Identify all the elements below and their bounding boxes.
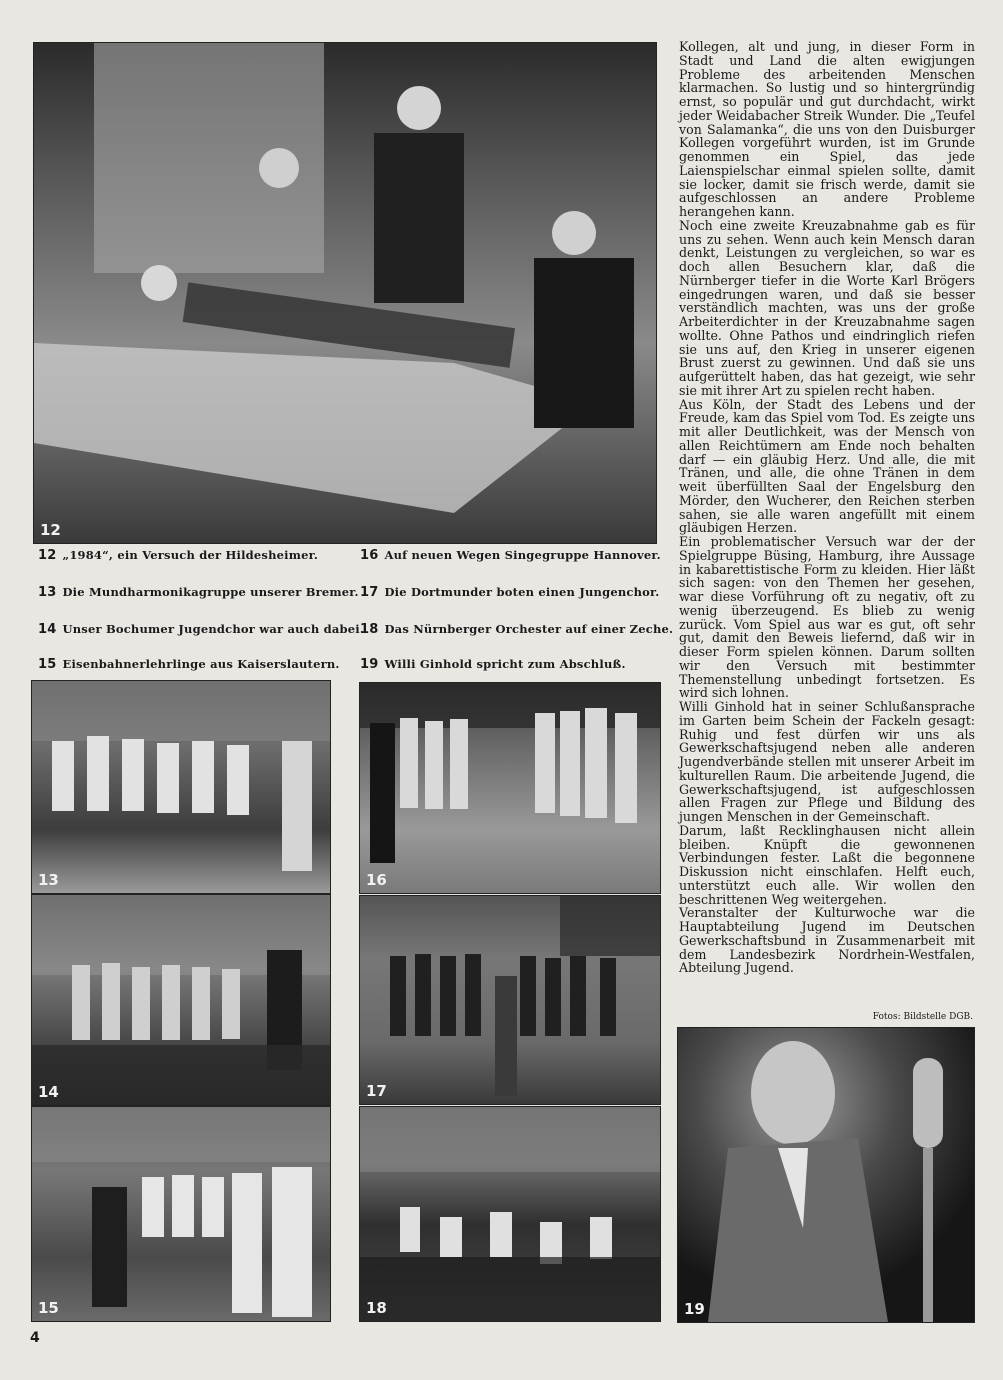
- article-paragraph: Aus Köln, der Stadt des Lebens und der Freude, kam das Spiel vom Tod. Es zeigte uns mit aller Deutlichkeit, was der Mensch von allen Reichtümern am Ende noch behalten darf — ein gläubig Herz. Und alle, die mit Tränen, und alle, die ohne Tränen in dem weit überfüllten Saal der Engelsburg den Mörder, den Wucherer, den Reichen sterben sahen, sie alle waren angefüllt mit einem gläubigen Herzen.: [679, 396, 975, 536]
- photo-14: [31, 894, 331, 1106]
- photo-19-illustration: [678, 1028, 974, 1322]
- article-paragraph: Noch eine zweite Kreuzabnahme gab es für uns zu sehen. Wenn auch kein Mensch daran denkt, Leistungen zu vergleichen, so war es doch allen Besuchern klar, daß die Nürnberger tiefer in die Worte Karl Brögers eingedrungen waren, und daß sie besser verständlich machten, was uns der große Arbeiterdichter in der Kreuzabnahme sagen wollte. Ohne Pathos und eindringlich riefen sie uns auf, den Krieg in unserer eigenen Brust zuerst zu gewinnen. Und daß sie uns aufgerüttelt haben, das hat gezeigt, wie sehr sie mit ihrer Art zu spielen recht haben.: [679, 217, 975, 398]
- article-paragraph: Ein problematischer Versuch war der der Spielgruppe Büsing, Hamburg, ihre Aussage in kabarettistische Form zu kleiden. Hier läßt sich sagen: von den Themen her gesehen, war diese Vorführung oft zu negativ, oft zu wenig überzeugend. Es blieb zu wenig zurück. Vom Spiel aus war es gut, oft sehr gut, damit den Beweis liefernd, daß wir in dieser Form spielen können. Darum sollten wir den Versuch mit bestimmter Themenstellung unbedingt fortsetzen. Es wird sich lohnen.: [679, 534, 975, 701]
- photo-12: [33, 42, 657, 544]
- photo-14-illustration: [32, 895, 330, 1105]
- photo-18-illustration: [360, 1107, 660, 1321]
- caption-19: 19 Willi Ginhold spricht zum Abschluß.: [360, 657, 626, 672]
- photo-17-illustration: [360, 896, 660, 1104]
- photo-13-illustration: [32, 681, 330, 893]
- photo-number: 17: [366, 1082, 387, 1100]
- photo-19: [677, 1027, 975, 1323]
- photo-number: 15: [38, 1299, 59, 1317]
- photo-15-illustration: [32, 1107, 330, 1321]
- photo-12-illustration: [34, 43, 656, 543]
- caption-15: 15 Eisenbahnerlehrlinge aus Kaiserslautern.: [38, 657, 340, 672]
- page-number: 4: [30, 1330, 40, 1346]
- caption-13: 13 Die Mundharmonikagruppe unserer Bremer.: [38, 585, 359, 600]
- photo-15: [31, 1106, 331, 1322]
- photo-number: 14: [38, 1083, 59, 1101]
- photo-number: 16: [366, 871, 387, 889]
- photo-16-illustration: [360, 683, 660, 893]
- photo-number: 18: [366, 1299, 387, 1317]
- photo-credit: Fotos: Bildstelle DGB.: [872, 1012, 973, 1022]
- photo-16: [359, 682, 661, 894]
- article-paragraph: Kollegen, alt und jung, in dieser Form in Stadt und Land die alten ewigjungen Probleme des arbeitenden Menschen klarmachen. So lustig und so hintergründig ernst, so populär und gut durchdacht, wirkt jeder Weidabacher Streik Wunder. Die „Teufel von Salamanka“, die uns von den Duisburger Kollegen vorgeführt wurden, ist im Grunde genommen ein Spiel, das jede Laienspielschar einmal spielen sollte, damit sie locker, damit sie frisch werde, damit sie aufgeschlossen an andere Probleme herangehen kann.: [679, 39, 975, 219]
- photo-17: [359, 895, 661, 1105]
- article-paragraph: Darum, laßt Recklinghausen nicht allein bleiben. Knüpft die gewonnenen Verbindungen fester. Laßt die begonnene Diskussion nicht einschlafen. Helft euch, unterstützt euch alle. Wir wollen den beschrittenen Weg weitergehen.: [679, 822, 975, 907]
- caption-list: [38, 548, 674, 678]
- article-paragraph: Veranstalter der Kulturwoche war die Hauptabteilung Jugend im Deutschen Gewerkschaftsbund in Zusammenarbeit mit dem Landesbezirk Nordrhein-Westfalen, Abteilung Jugend.: [679, 905, 975, 976]
- caption-14: 14 Unser Bochumer Jugendchor war auch dabei.: [38, 622, 365, 637]
- photo-13: [31, 680, 331, 894]
- caption-16: 16 Auf neuen Wegen Singegruppe Hannover.: [360, 548, 661, 563]
- photo-number: 19: [684, 1300, 705, 1318]
- photo-number: 13: [38, 871, 59, 889]
- caption-18: 18 Das Nürnberger Orchester auf einer Zeche.: [360, 622, 674, 637]
- article-text: [679, 40, 975, 975]
- photo-number: 12: [40, 521, 61, 539]
- caption-12: 12 „1984“, ein Versuch der Hildesheimer.: [38, 548, 319, 563]
- caption-17: 17 Die Dortmunder boten einen Jungenchor.: [360, 585, 660, 600]
- photo-18: [359, 1106, 661, 1322]
- article-paragraph: Willi Ginhold hat in seiner Schlußansprache im Garten beim Schein der Fackeln gesagt: Ruhig und fest dürfen wir uns als Gewerkschaftsjugend neben alle anderen Jugendverbände stellen mit unserer Arbeit im kulturellen Raum. Die arbeitende Jugend, die Gewerkschaftsjugend, ist aufgeschlossen allen Fragen zur Pflege und Bildung des jungen Menschen in der Gemeinschaft.: [679, 699, 975, 824]
